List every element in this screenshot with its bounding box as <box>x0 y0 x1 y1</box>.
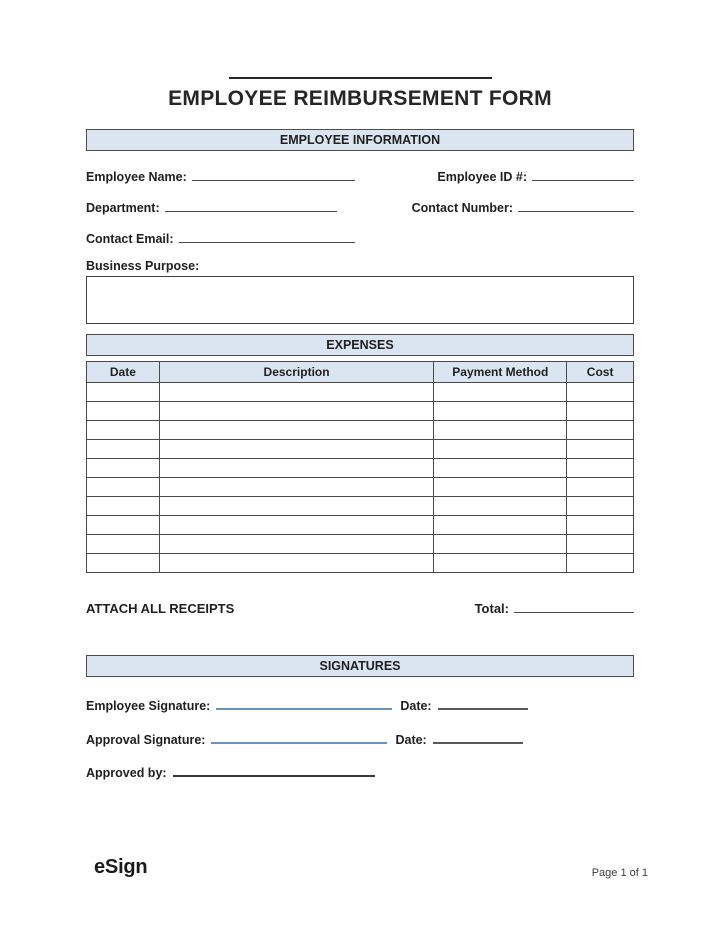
approved-by-label: Approved by: <box>86 766 167 780</box>
column-header-payment-method: Payment Method <box>434 362 567 383</box>
section-header-employee-information: EMPLOYEE INFORMATION <box>86 129 634 151</box>
employee-name-blank[interactable] <box>192 168 355 181</box>
employee-id-field <box>437 168 634 184</box>
table-cell[interactable] <box>567 535 634 554</box>
table-cell[interactable] <box>567 478 634 497</box>
table-cell[interactable] <box>159 535 434 554</box>
table-cell[interactable] <box>159 459 434 478</box>
employee-signature-label: Employee Signature: <box>86 699 211 713</box>
table-cell[interactable] <box>434 421 567 440</box>
table-row <box>87 440 634 459</box>
table-cell[interactable] <box>567 402 634 421</box>
table-cell[interactable] <box>159 402 434 421</box>
contact-number-field <box>412 199 634 215</box>
table-cell[interactable] <box>159 440 434 459</box>
table-cell[interactable] <box>567 516 634 535</box>
total-blank[interactable] <box>514 600 634 613</box>
form-content <box>86 129 634 780</box>
employee-id-blank[interactable] <box>532 168 634 181</box>
approved-by-blank[interactable] <box>173 764 375 777</box>
table-cell[interactable] <box>87 421 160 440</box>
table-cell[interactable] <box>87 535 160 554</box>
esign-logo: eSign <box>94 856 148 878</box>
contact-number-label: Contact Number: <box>411 201 513 215</box>
table-cell[interactable] <box>159 383 434 402</box>
table-cell[interactable] <box>159 497 434 516</box>
table-cell[interactable] <box>567 440 634 459</box>
table-cell[interactable] <box>434 383 567 402</box>
contact-email-blank[interactable] <box>179 230 355 243</box>
contact-email-field <box>86 230 355 246</box>
section-header-expenses: EXPENSES <box>86 334 634 356</box>
table-cell[interactable] <box>567 497 634 516</box>
table-cell[interactable] <box>567 459 634 478</box>
approval-signature-date-blank[interactable] <box>433 731 523 744</box>
section-header-signatures: SIGNATURES <box>86 655 634 677</box>
table-cell[interactable] <box>159 478 434 497</box>
table-cell[interactable] <box>567 383 634 402</box>
table-cell[interactable] <box>159 421 434 440</box>
table-cell[interactable] <box>87 402 160 421</box>
contact-number-blank[interactable] <box>518 199 634 212</box>
top-blank-line <box>229 77 492 79</box>
table-row <box>87 497 634 516</box>
contact-email-label: Contact Email: <box>86 232 174 246</box>
expenses-table <box>86 361 634 573</box>
employee-signature-date-blank[interactable] <box>438 697 528 710</box>
column-header-description: Description <box>159 362 434 383</box>
table-cell[interactable] <box>159 516 434 535</box>
business-purpose-box[interactable] <box>86 276 634 324</box>
employee-signature-date-label: Date: <box>400 699 432 713</box>
table-cell[interactable] <box>434 440 567 459</box>
department-field <box>86 199 337 215</box>
table-cell[interactable] <box>434 554 567 573</box>
expenses-table-header-row <box>87 362 634 383</box>
business-purpose-label: Business Purpose: <box>86 259 200 273</box>
table-cell[interactable] <box>87 440 160 459</box>
table-row <box>87 516 634 535</box>
expenses-table-body <box>87 383 634 573</box>
approval-signature-row <box>86 731 634 747</box>
table-cell[interactable] <box>87 497 160 516</box>
table-cell[interactable] <box>159 554 434 573</box>
attach-total-row <box>86 600 634 616</box>
field-row-2 <box>86 199 634 215</box>
table-cell[interactable] <box>87 383 160 402</box>
table-row <box>87 402 634 421</box>
employee-name-field <box>86 168 355 184</box>
employee-id-label: Employee ID #: <box>437 170 527 184</box>
table-cell[interactable] <box>434 535 567 554</box>
table-cell[interactable] <box>567 554 634 573</box>
table-cell[interactable] <box>434 497 567 516</box>
table-row <box>87 383 634 402</box>
total-label: Total: <box>474 601 509 616</box>
approval-signature-date-label: Date: <box>395 733 427 747</box>
form-title: EMPLOYEE REIMBURSEMENT FORM <box>168 87 552 110</box>
field-row-3 <box>86 230 634 246</box>
table-row <box>87 459 634 478</box>
approval-signature-label: Approval Signature: <box>86 733 206 747</box>
table-row <box>87 535 634 554</box>
column-header-date: Date <box>87 362 160 383</box>
table-cell[interactable] <box>567 421 634 440</box>
approved-by-row <box>86 764 634 780</box>
table-cell[interactable] <box>434 516 567 535</box>
field-row-1 <box>86 168 634 184</box>
table-cell[interactable] <box>87 554 160 573</box>
employee-signature-row <box>86 697 634 713</box>
employee-name-label: Employee Name: <box>86 170 187 184</box>
attach-receipts-note: ATTACH ALL RECEIPTS <box>86 601 235 616</box>
department-label: Department: <box>86 201 160 215</box>
employee-signature-blank[interactable] <box>216 697 392 710</box>
table-cell[interactable] <box>434 402 567 421</box>
table-cell[interactable] <box>434 459 567 478</box>
table-row <box>87 554 634 573</box>
table-cell[interactable] <box>434 478 567 497</box>
table-row <box>87 478 634 497</box>
table-row <box>87 421 634 440</box>
department-blank[interactable] <box>165 199 337 212</box>
approval-signature-blank[interactable] <box>211 731 387 744</box>
page-number: Page 1 of 1 <box>591 867 648 879</box>
table-cell[interactable] <box>87 478 160 497</box>
table-cell[interactable] <box>87 459 160 478</box>
total-field <box>475 600 634 616</box>
table-cell[interactable] <box>87 516 160 535</box>
column-header-cost: Cost <box>567 362 634 383</box>
